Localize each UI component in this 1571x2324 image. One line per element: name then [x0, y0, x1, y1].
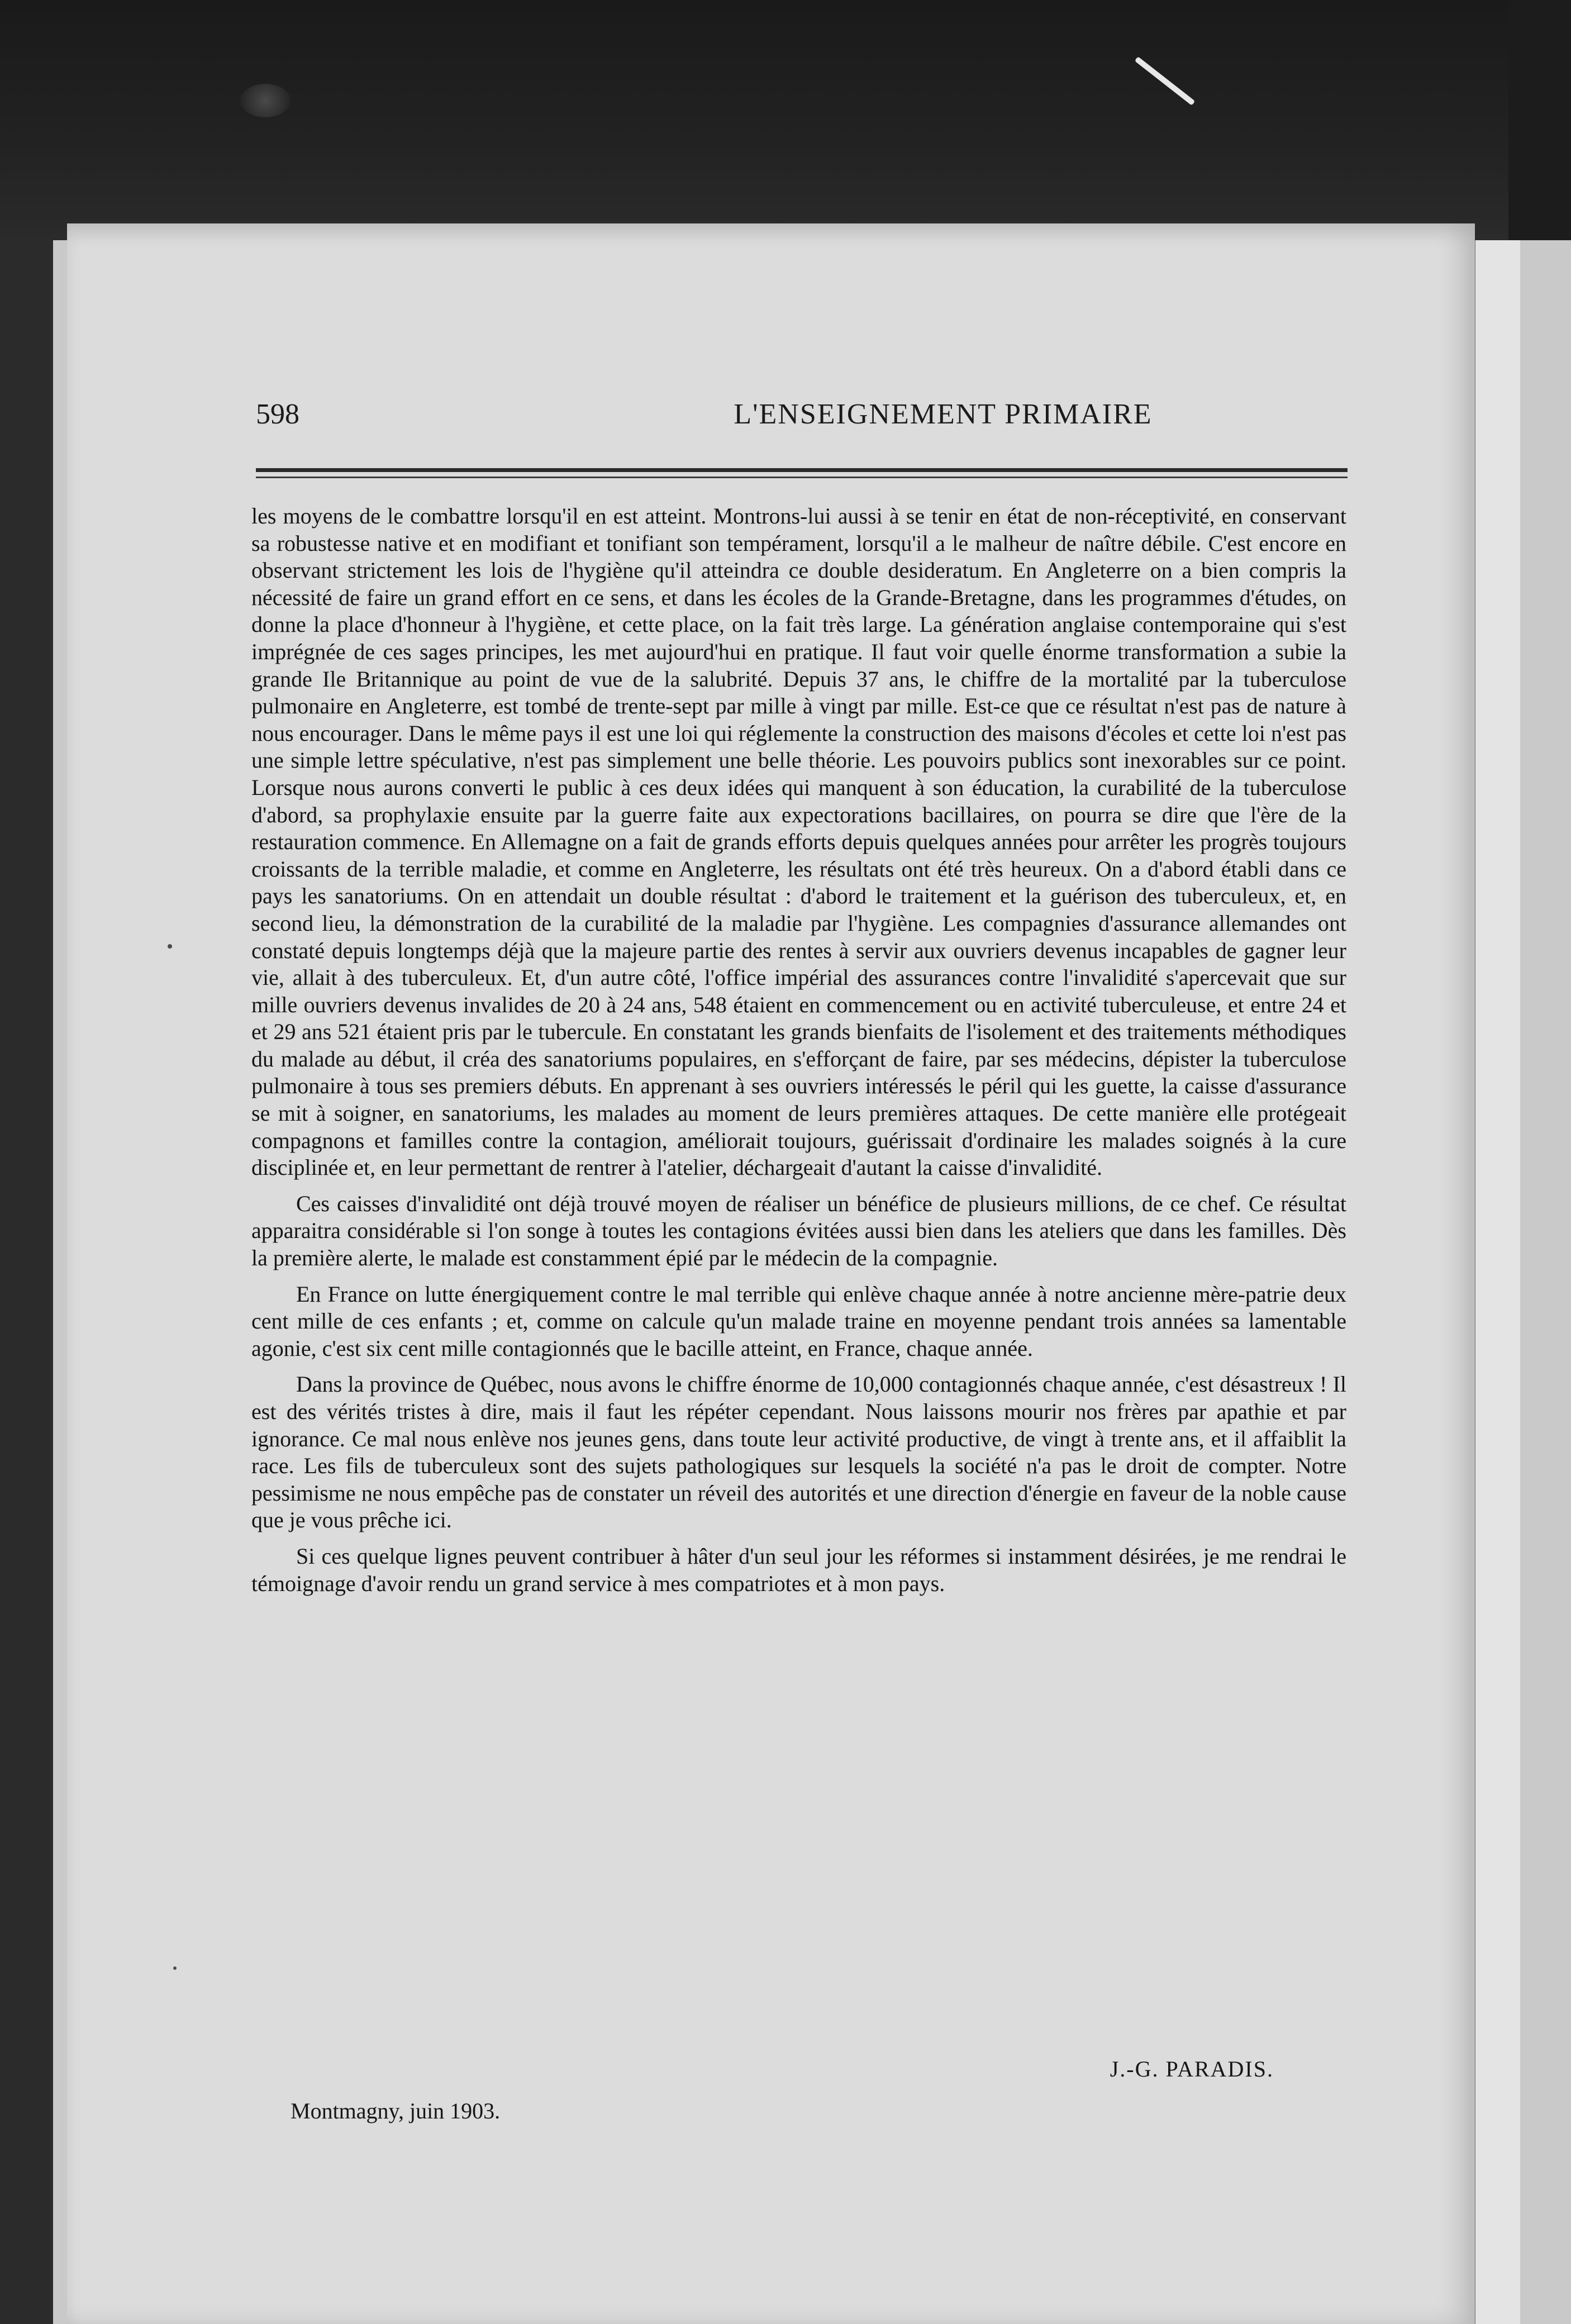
header-rule-thick [256, 468, 1348, 472]
scan-background-top [0, 0, 1571, 235]
paragraph-3: En France on lutte énergiquement contre le mal terrible qui enlève chaque année à notre ancienne mère-patrie deux cent mille de ces enfants ; et, comme on calcule qu'un malade traine en moyenne pendant trois années sa lamentable agonie, c'est six cent mille contagionnés que le bacille atteint, en France, chaque année. [251, 1281, 1346, 1361]
author-signature: J.-G. PARADIS. [1110, 2056, 1274, 2082]
header-rule-thin [256, 477, 1348, 478]
paragraph-4: Dans la province de Québec, nous avons le chiffre énorme de 10,000 contagionnés chaque année, c'est désastreux ! Il est des vérités tristes à dire, mais il faut les répéter cependant. Nous laissons mourir nos frères par apathie et par ignorance. Ce mal nous enlève nos jeunes gens, dans toute leur activité productive, de vingt à trente ans, et il affaiblit la race. Les fils de tuberculeux sont des sujets pathologiques sur lesquels la société n'a pas le droit de compter. Notre pessimisme ne nous empêche pas de constater un réveil des autorités et une direction d'énergie en faveur de la noble cause que je vous prêche ici. [251, 1371, 1346, 1533]
scan-speck [168, 944, 172, 949]
running-title: L'ENSEIGNEMENT PRIMAIRE [734, 398, 1153, 430]
scan-speck [173, 1966, 177, 1970]
paragraph-1: les moyens de le combattre lorsqu'il en est atteint. Montrons-lui aussi à se tenir en état de non-réceptivité, en conservant sa robustesse native et en modifiant et tonifiant son tempérament, lorsqu'il a le malheur de naître débile. C'est encore en observant strictement les lois de l'hygiène qu'il atteindra ce double desideratum. En Angleterre on a bien compris la nécessité de faire un grand effort en ce sens, et dans les écoles de la Grande-Bretagne, dans les programmes d'études, on donne la place d'honneur à l'hygiène, et cette place, on la fait très large. La génération anglaise contemporaine qui s'est imprégnée de ces sages principes, les met aujourd'hui en pratique. Il faut voir quelle énorme transformation a subie la grande Ile Britannique au point de vue de la salubrité. Depuis 37 ans, le chiffre de la mortalité par la tuberculose pulmonaire en Angleterre, est tombé de trente-sept par mille à vingt par mille. Est-ce que ce résultat n'est pas de nature à nous encourager. Dans le même pays il est une loi qui réglemente la construction des maisons d'écoles et cette loi n'est pas une simple lettre spéculative, n'est pas simplement une belle théorie. Les pouvoirs publics sont inexorables sur ce point. Lorsque nous aurons converti le public à ces deux idées qui manquent à son éducation, la curabilité de la tuberculose d'abord, sa prophylaxie ensuite par la guerre faite aux expectorations bacillaires, on pourra se dire que l'ère de la restauration commence. En Allemagne on a fait de grands efforts depuis quelques années pour arrêter les progrès toujours croissants de la terrible maladie, et comme en Angleterre, les résultats ont été très heureux. On a d'abord établi dans ce pays les sanatoriums. On en attendait un double résultat : d'abord le traitement et la guérison des tuberculeux, et, en second lieu, la démonstration de la curabilité de la maladie par l'hygiène. Les compagnies d'assurance allemandes ont constaté depuis longtemps déjà que la majeure partie des rentes à servir aux ouvriers devenus incapables de gagner leur vie, allait à des tuberculeux. Et, d'un autre côté, l'office impérial des assurances contre l'invalidité s'apercevait que sur mille ouvriers devenus invalides de 20 à 24 ans, 548 étaient en commencement ou en activité tuberculeuse, et entre 24 et et 29 ans 521 étaient pris par le tubercule. En constatant les grands bienfaits de l'isolement et des traitements méthodiques du malade au début, il créa des sanatoriums populaires, en s'efforçant de faire, par ses médecins, dépister la tuberculose pulmonaire à tous ses premiers débuts. En apprenant à ses ouvriers intéressés le péril qui les guette, la caisse d'assurance se mit à soigner, en sanatoriums, les malades au moment de leurs premières attaques. De cette manière elle protégeait compagnons et familles contre la contagion, améliorait toujours, guérissait d'ordinaire les malades soignés à la cure disciplinée et, en leur permettant de rentrer à l'atelier, déchargeait d'autant la caisse d'invalidité. [251, 503, 1346, 1180]
paragraph-5: Si ces quelque lignes peuvent contribuer à hâter d'un seul jour les réformes si instamment désirées, je me rendrai le témoignage d'avoir rendu un grand service à mes compatriotes et à mon pays. [251, 1543, 1346, 1596]
article-body [251, 503, 1346, 1597]
paragraph-2: Ces caisses d'invalidité ont déjà trouvé moyen de réaliser un bénéfice de plusieurs millions, de ce chef. Ce résultat apparaitra considérable si l'on songe à toutes les contagions évitées aussi bien dans les ateliers que dans les familles. Dès la première alerte, le malade est constamment épié par le médecin de la compagnie. [251, 1190, 1346, 1271]
page-header [256, 398, 1356, 437]
scan-light-spot [240, 84, 291, 117]
page-number: 598 [256, 398, 299, 430]
place-and-date: Montmagny, juin 1903. [291, 2098, 501, 2123]
facing-page-edge [1472, 240, 1520, 2324]
